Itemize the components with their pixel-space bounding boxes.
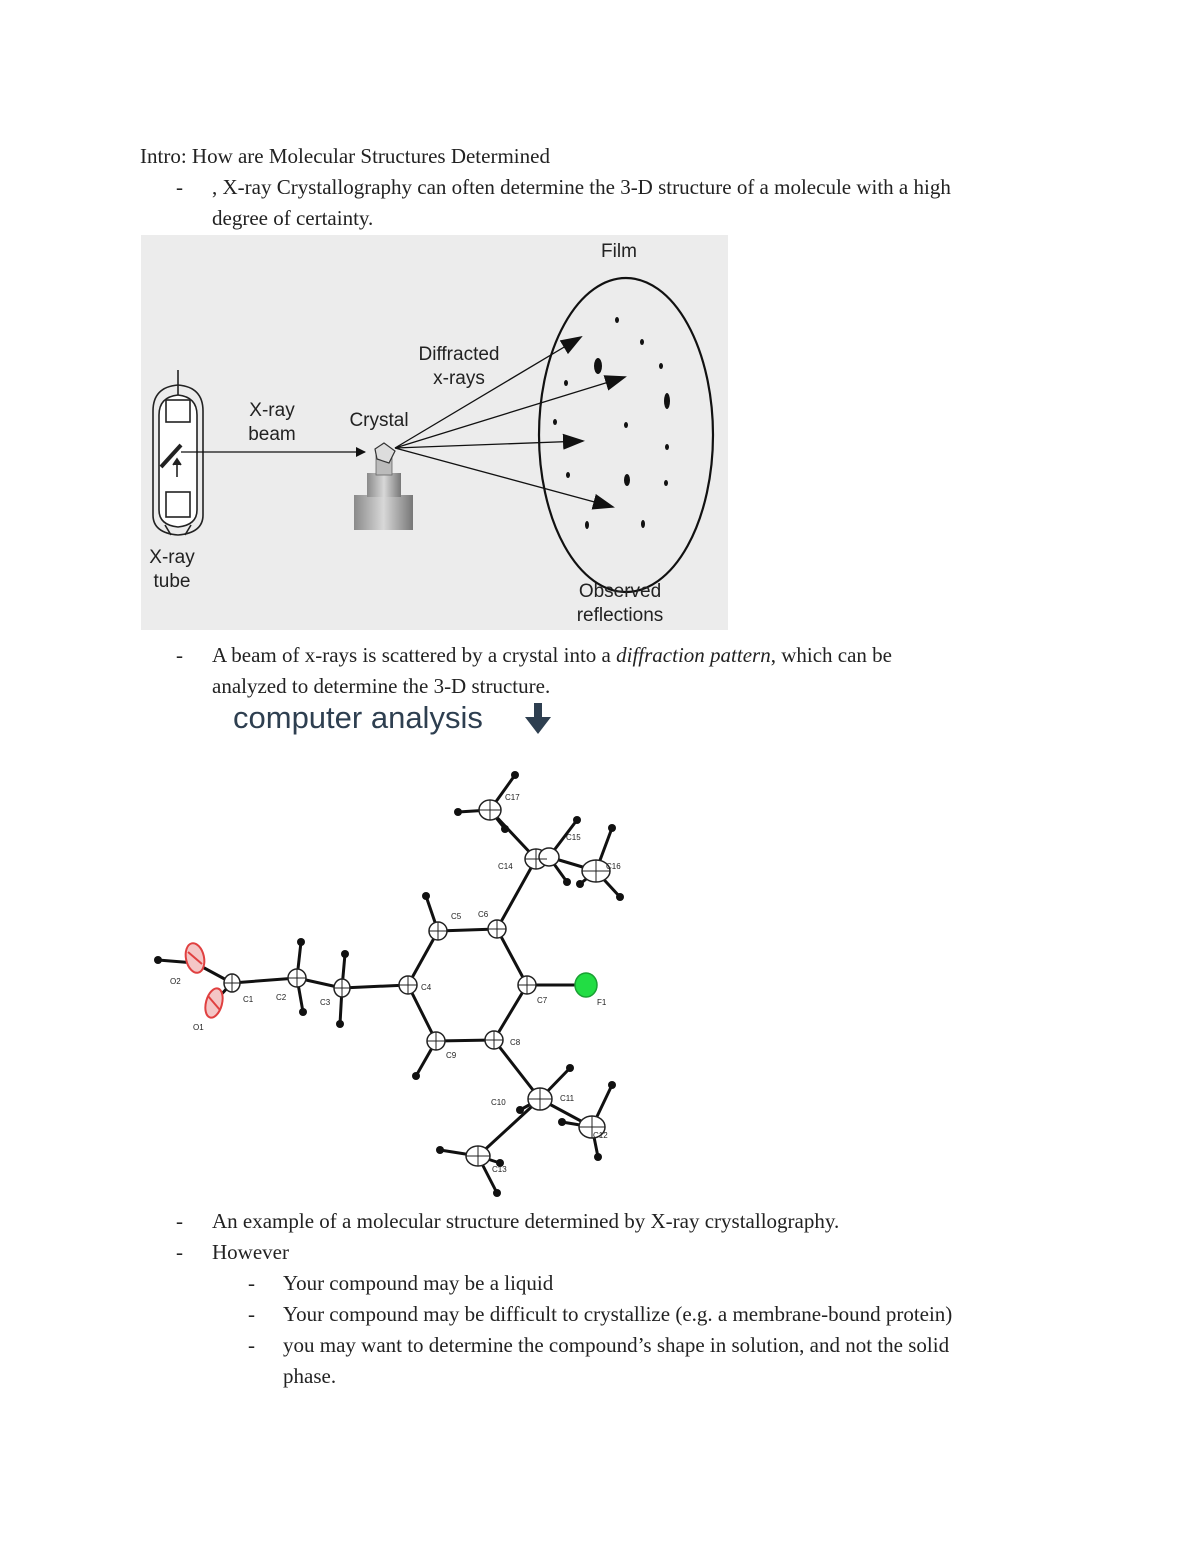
- page-title: Intro: How are Molecular Structures Determined: [140, 144, 550, 168]
- atom-label-c16: C16: [606, 862, 621, 871]
- sub-item-2: Your compound may be difficult to crystallize (e.g. a membrane-bound protein): [283, 1302, 953, 1326]
- atom-label-f1: F1: [597, 998, 607, 1007]
- fluorine-atom: [575, 973, 597, 997]
- oxygen-atoms: [183, 941, 226, 1019]
- atom-label-c10: C10: [491, 1098, 506, 1107]
- atom-label-c9: C9: [446, 1051, 457, 1060]
- atom-label-c3: C3: [320, 998, 331, 1007]
- atom-label-c15: C15: [566, 833, 581, 842]
- atom-label-c4: C4: [421, 983, 432, 992]
- atom-label-o1: O1: [193, 1023, 204, 1032]
- bullet-marker: -: [176, 643, 183, 667]
- atom-label-c17: C17: [505, 793, 520, 802]
- bullet-marker: -: [176, 1209, 183, 1233]
- para1-line1: , X-ray Crystallography can often determine the 3-D structure of a molecule with a high: [212, 175, 951, 199]
- sub-item-3: you may want to determine the compound’s shape in solution, and not the solid: [283, 1333, 950, 1357]
- label-xray-tube-2: tube: [153, 571, 191, 592]
- sub-item-3-line2: phase.: [283, 1364, 337, 1388]
- para2-text-pre: A beam of x-rays is scattered by a crystal into a: [212, 643, 617, 667]
- computer-analysis-label: computer analysis: [233, 700, 483, 735]
- para2-text-post: , which can be: [770, 643, 892, 667]
- label-xray-beam-2: beam: [248, 424, 296, 445]
- label-xray-beam-1: X-ray: [249, 400, 295, 421]
- bullet-marker: -: [176, 175, 183, 199]
- atom-label-c13: C13: [492, 1165, 507, 1174]
- label-diffracted: Diffracted: [418, 344, 500, 365]
- xray-diffraction-diagram: [141, 235, 728, 630]
- atom-label-c11: C11: [560, 1094, 575, 1103]
- para4: However: [212, 1240, 289, 1264]
- atom-label-c6: C6: [478, 910, 489, 919]
- para2-line1: [212, 640, 892, 671]
- atom-label-c1: C1: [243, 995, 254, 1004]
- atom-label-c5: C5: [451, 912, 462, 921]
- sub-bullet-marker: -: [248, 1333, 255, 1357]
- sub-bullet-marker: -: [248, 1271, 255, 1295]
- para2-emphasis: diffraction pattern: [616, 643, 771, 667]
- bullet-marker: -: [176, 1240, 183, 1264]
- atom-label-c12: C12: [593, 1131, 608, 1140]
- atom-label-c8: C8: [510, 1038, 521, 1047]
- label-film: Film: [601, 241, 637, 262]
- label-crystal: Crystal: [349, 410, 409, 431]
- carbon-atoms: [224, 800, 610, 1166]
- para1-line2: degree of certainty.: [212, 206, 374, 230]
- label-xrays: x-rays: [433, 368, 485, 389]
- sub-item-1: Your compound may be a liquid: [283, 1271, 554, 1295]
- molecule-structure-diagram: [140, 760, 640, 1205]
- para2-line2: analyzed to determine the 3-D structure.: [212, 674, 551, 698]
- para3: An example of a molecular structure determined by X-ray crystallography.: [212, 1209, 840, 1233]
- sub-bullet-marker: -: [248, 1302, 255, 1326]
- arrow-down-icon: [524, 703, 552, 735]
- diagram-background: [141, 235, 728, 630]
- label-xray-tube-1: X-ray: [149, 547, 195, 568]
- label-observed: Observed: [578, 581, 662, 602]
- label-reflections: reflections: [576, 605, 664, 626]
- atom-label-c7: C7: [537, 996, 548, 1005]
- atom-label-c2: C2: [276, 993, 287, 1002]
- atom-label-o2: O2: [170, 977, 181, 986]
- atom-label-c14: C14: [498, 862, 513, 871]
